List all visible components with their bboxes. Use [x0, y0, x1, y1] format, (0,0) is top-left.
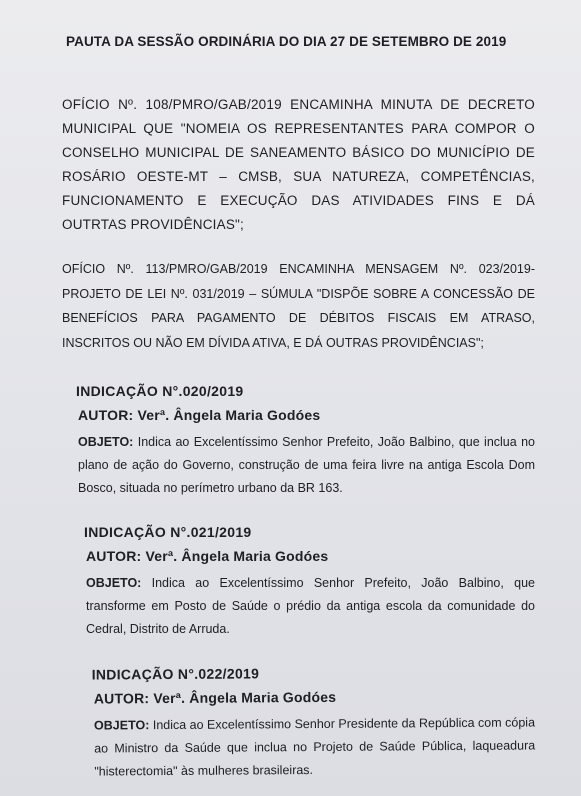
indicacao-autor: AUTOR: Verª. Ângela Maria Godóes [93, 688, 337, 707]
objeto-label: OBJETO: [78, 435, 134, 449]
page-title: PAUTA DA SESSÃO ORDINÁRIA DO DIA 27 DE SETEMBRO DE 2019 [66, 34, 507, 49]
indicacao-autor: AUTOR: Verª. Ângela Maria Godóes [78, 407, 321, 423]
objeto-text: Indica ao Excelentíssimo Senhor Prefeito, João Balbino, que inclua no plano de ação do Governo, construção de uma feira livre na antiga Escola Dom Bosco, situada no perímetro urbano da BR 163. [78, 435, 535, 495]
indicacao-022 [92, 663, 536, 783]
oficio-108: OFÍCIO Nº. 108/PMRO/GAB/2019 ENCAMINHA MINUTA DE DECRETO MUNICIPAL QUE "NOMEIA OS REPRESENTANTES PARA COMPOR O CONSELHO MUNICIPAL DE SANEAMENTO BÁSICO DO MUNICÍPIO DE ROSÁRIO OESTE-MT – CMSB, SUA NATUREZA, COMPETÊNCIAS, FUNCIONAMENTO E EXECUÇÃO DAS ATIVIDADES FINS E DÁ OUTRTAS PROVIDÊNCIAS"; [62, 97, 535, 232]
indicacao-heading: INDICAÇÃO N°.020/2019 [76, 383, 244, 399]
indicacao-heading: INDICAÇÃO N°.021/2019 [84, 524, 252, 540]
objeto-label: OBJETO: [86, 576, 142, 590]
indicacao-objeto [78, 431, 535, 500]
indicacao-heading: INDICAÇÃO N°.022/2019 [91, 665, 260, 683]
objeto-text: Indica ao Excelentíssimo Senhor Presidente da República com cópia ao Ministro da Saúde que inclua no Projeto de Saúde Pública, laqueadura "histerectomia" às mulheres brasileiras. [94, 715, 536, 779]
indicacao-objeto [86, 572, 535, 641]
indicacao-autor: AUTOR: Verª. Ângela Maria Godóes [86, 548, 329, 564]
objeto-text: Indica ao Excelentíssimo Senhor Prefeito, João Balbino, que transforme em Posto de Saúde o prédio da antiga escola da comunidade do Cedral, Distrito de Arruda. [86, 576, 535, 636]
indicacao-021 [84, 524, 535, 641]
indicacao-objeto [94, 711, 535, 783]
oficio-113: OFÍCIO Nº. 113/PMRO/GAB/2019 ENCAMINHA MENSAGEM Nº. 023/2019- PROJETO DE LEI Nº. 031/2019 – SÚMULA "DISPÕE SOBRE A CONCESSÃO DE BENEFÍCIOS PARA PAGAMENTO DE DÉBITOS FISCAIS EM ATRASO, INSCRITOS OU NÃO EM DÍVIDA ATIVA, E DÁ OUTRAS PROVIDÊNCIAS"; [62, 262, 535, 350]
objeto-label: OBJETO: [93, 718, 150, 733]
indicacao-020 [76, 383, 535, 500]
